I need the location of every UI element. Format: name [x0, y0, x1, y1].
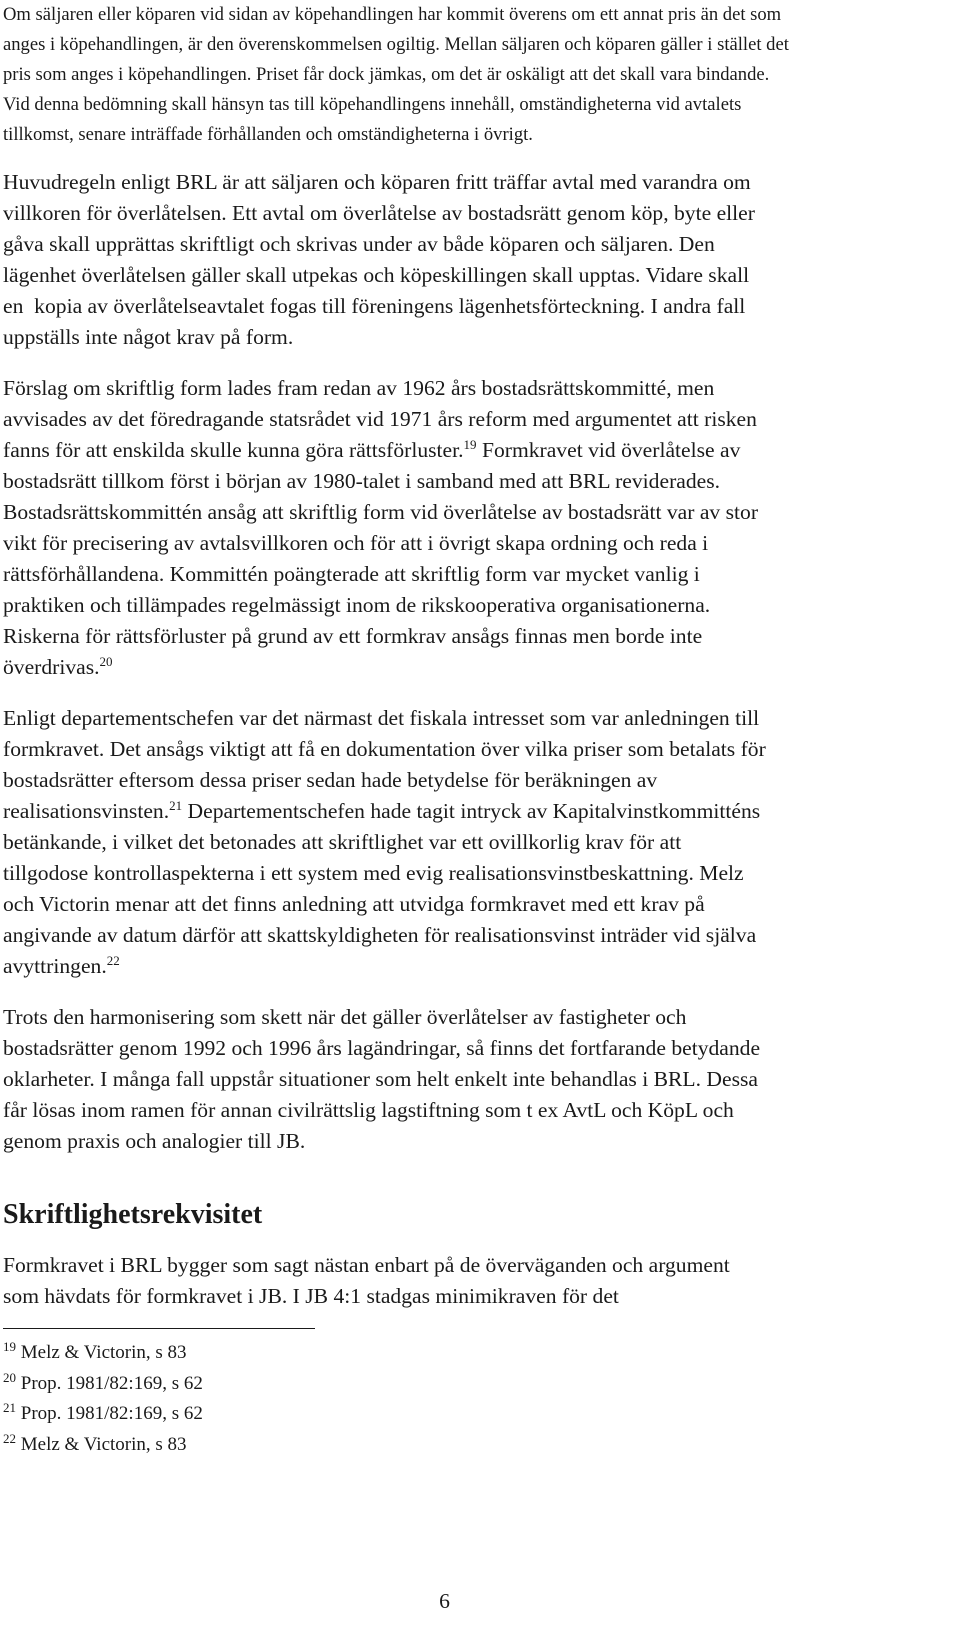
- footnote-text: Prop. 1981/82:169, s 62: [16, 1403, 203, 1424]
- footnote-ref[interactable]: 22: [106, 953, 120, 968]
- text-line: tillkomst, senare inträffade förhållanden och omständigheterna i övrigt.: [3, 124, 533, 145]
- paragraph-harmonisation: [3, 1002, 953, 1157]
- text-line: oklarheter. I många fall uppstår situationer som helt enkelt inte behandlas i BRL. Dessa: [3, 1067, 758, 1091]
- text-span: Formkravet vid överlåtelse av: [476, 438, 741, 462]
- footnote-ref[interactable]: 19: [463, 437, 477, 452]
- text-line: praktiken och tillämpades regelmässigt inom de rikskooperativa organisationerna.: [3, 593, 711, 617]
- text-line: [3, 951, 953, 982]
- footnote: [3, 1369, 953, 1400]
- text-line: gåva skall upprättas skriftligt och skrivas under av både köparen och säljaren. Den: [3, 232, 715, 256]
- text-line: angivande av datum därför att skattskyldigheten för realisationsvinst inträder vid själva: [3, 923, 757, 947]
- text-span: fanns för att enskilda skulle kunna göra rättsförluster.: [3, 438, 464, 462]
- quoted-law-text: [3, 0, 953, 150]
- text-line: lägenhet överlåtelsen gäller skall utpekas och köpeskillingen skall upptas. Vidare skall: [3, 263, 750, 287]
- text-line: och Victorin menar att det finns anledning att utvidga formkravet med ett krav på: [3, 892, 705, 916]
- text-line: Riskerna för rättsförluster på grund av ett formkrav ansågs finnas men borde inte: [3, 624, 703, 648]
- footnote: [3, 1338, 953, 1369]
- footnote-text: Prop. 1981/82:169, s 62: [16, 1372, 203, 1394]
- text-span: realisationsvinsten.: [3, 799, 170, 823]
- text-line: en kopia av överlåtelseavtalet fogas till föreningens lägenhetsförteckning. I andra fall: [3, 294, 746, 318]
- footnote-divider: [3, 1328, 315, 1329]
- footnote-number: 19: [3, 1339, 16, 1354]
- text-line: [3, 796, 953, 827]
- text-line: Vid denna bedömning skall hänsyn tas till köpehandlingens innehåll, omständigheterna vid avtalets: [3, 94, 742, 115]
- text-line: uppställs inte något krav på form.: [3, 325, 294, 349]
- text-line: genom praxis och analogier till JB.: [3, 1129, 306, 1153]
- text-line: Enligt departementschefen var det närmast det fiskala intresset som var anledningen till: [3, 706, 760, 730]
- footnote-number: 21: [3, 1400, 16, 1415]
- text-line: [3, 435, 953, 466]
- paragraph-fiscal-interest: [3, 703, 953, 982]
- text-line: betänkande, i vilket det betonades att skriftlighet var ett ovillkorlig krav för att: [3, 830, 682, 854]
- text-line: Bostadsrättskommittén ansåg att skriftlig form vid överlåtelse av bostadsrätt var av stor: [3, 500, 759, 524]
- section-heading: Skriftlighetsrekvisitet: [3, 1199, 263, 1230]
- text-line: formkravet. Det ansågs viktigt att få en dokumentation över vilka priser som betalats för: [3, 737, 766, 761]
- text-line: bostadsrätter genom 1992 och 1996 års lagändringar, så finns det fortfarande betydande: [3, 1036, 761, 1060]
- text-line: som hävdats för formkravet i JB. I JB 4:1 stadgas minimikraven för det: [3, 1284, 619, 1308]
- paragraph-written-form-proposal: [3, 373, 953, 683]
- page-number: 6: [439, 1589, 450, 1613]
- text-line: villkoren för överlåtelsen. Ett avtal om överlåtelse av bostadsrätt genom köp, byte eller: [3, 201, 755, 225]
- text-line: [3, 652, 953, 683]
- footnote-text: Melz & Victorin, s 83: [16, 1433, 187, 1455]
- text-line: tillgodose kontrollaspekterna i ett system med evig realisationsvinstbeskattning. Melz: [3, 861, 744, 885]
- text-line: rättsförhållandena. Kommittén poängterade att skriftlig form var mycket vanlig i: [3, 562, 700, 586]
- footnote-number: 22: [3, 1430, 16, 1446]
- text-line: Förslag om skriftlig form lades fram redan av 1962 års bostadsrättskommitté, men: [3, 376, 715, 400]
- text-line: bostadsrätt tillkom först i början av 1980-talet i samband med att BRL reviderades.: [3, 469, 721, 493]
- text-span: avyttringen.: [3, 954, 107, 978]
- footnote: [3, 1430, 953, 1461]
- text-line: Trots den harmonisering som skett när det gäller överlåtelser av fastigheter och: [3, 1005, 687, 1029]
- text-line: Formkravet i BRL bygger som sagt nästan enbart på de överväganden och argument: [3, 1253, 730, 1277]
- footnote-number: 20: [3, 1369, 16, 1385]
- footnote-ref[interactable]: 21: [169, 798, 183, 813]
- footnote-ref[interactable]: 20: [99, 654, 113, 669]
- paragraph-form-requirement: [3, 1250, 953, 1312]
- text-line: får lösas inom ramen för annan civilrättslig lagstiftning som t ex AvtL och KöpL och: [3, 1098, 734, 1122]
- footnote: [3, 1399, 953, 1430]
- text-line: pris som anges i köpehandlingen. Priset får dock jämkas, om det är oskäligt att det skall vara bindande.: [3, 64, 770, 85]
- footnote-text: Melz & Victorin, s 83: [16, 1342, 187, 1363]
- footnotes: [3, 1338, 953, 1460]
- text-line: avvisades av det föredragande statsrådet vid 1971 års reform med argumentet att risken: [3, 407, 757, 431]
- text-line: Om säljaren eller köparen vid sidan av köpehandlingen har kommit överens om ett annat pris än det som: [3, 4, 782, 25]
- text-line: bostadsrätter eftersom dessa priser sedan hade betydelse för beräkningen av: [3, 768, 658, 792]
- text-span: Departementschefen hade tagit intryck av Kapitalvinstkommitténs: [182, 799, 761, 823]
- document-page: [3, 0, 953, 1460]
- text-span: överdrivas.: [3, 655, 100, 679]
- paragraph-main-rule: [3, 167, 953, 353]
- text-line: anges i köpehandlingen, är den överenskommelsen ogiltig. Mellan säljaren och köparen gäller i stället det: [3, 34, 789, 55]
- text-line: vikt för precisering av avtalsvillkoren och för att i övrigt skapa ordning och reda i: [3, 531, 709, 555]
- text-line: Huvudregeln enligt BRL är att säljaren och köparen fritt träffar avtal med varandra om: [3, 170, 751, 194]
